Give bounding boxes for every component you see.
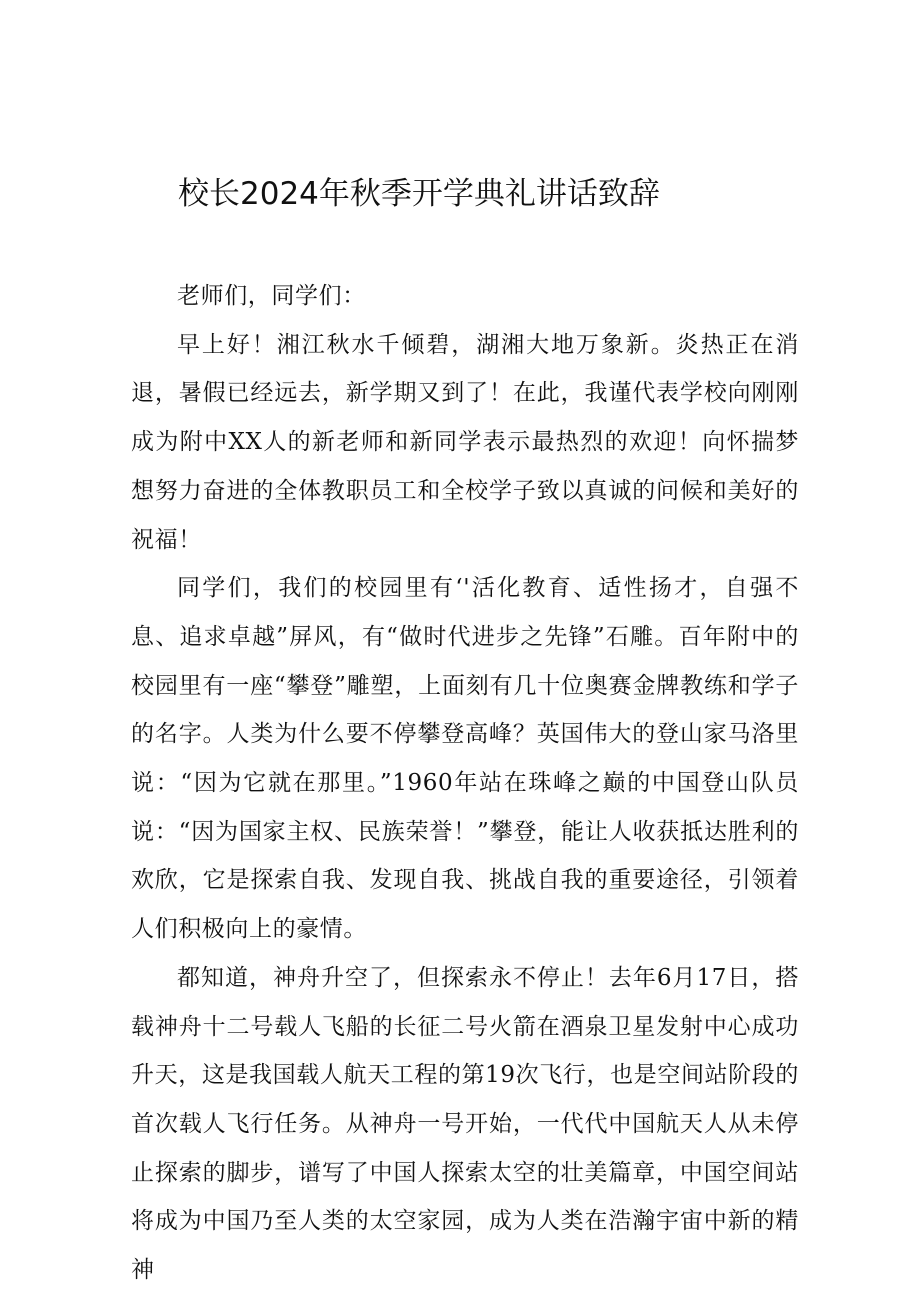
document-body (131, 272, 799, 1295)
salutation: 老师们，同学们： (177, 283, 366, 309)
paragraph-shenzhou: 都知道，神舟升空了，但探索永不停止！去年6月17日，搭载神舟十二号载人飞船的长征二号火箭在酒泉卫星发射中心成功升天，这是我国载人航天工程的第19次飞行，也是空间站阶段的首次载人飞行任务。从神舟一号开始，一代代中国航天人从未停止探索的脚步，谱写了中国人探索太空的壮美篇章，中国空间站将成为中国乃至人类的太空家园，成为人类在浩瀚宇宙中新的精神 (131, 964, 799, 1284)
document-title: 校长2024年秋季开学典礼讲话致辞 (178, 176, 660, 212)
paragraph-climbing: 同学们，我们的校园里有‘'活化教育、适性扬才，自强不息、追求卓越”屏风，有“做时代进步之先锋”石雕。百年附中的校园里有一座“攀登”雕塑，上面刻有几十位奥赛金牌教练和学子的名字。人类为什么要不停攀登高峰？英国伟大的登山家马洛里说：“因为它就在那里。”1960年站在珠峰之巅的中国登山队员说：“因为国家主权、民族荣誉！”攀登，能让人收获抵达胜利的欢欣，它是探索自我、发现自我、挑战自我的重要途径，引领着人们积极向上的豪情。 (131, 575, 799, 943)
paragraph-greeting: 早上好！湘江秋水千倾碧，湖湘大地万象新。炎热正在消退，暑假已经远去，新学期又到了！在此，我谨代表学校向刚刚成为附中XX人的新老师和新同学表示最热烈的欢迎！向怀揣梦想努力奋进的全体教职员工和全校学子致以真诚的问候和美好的祝福！ (131, 331, 799, 553)
